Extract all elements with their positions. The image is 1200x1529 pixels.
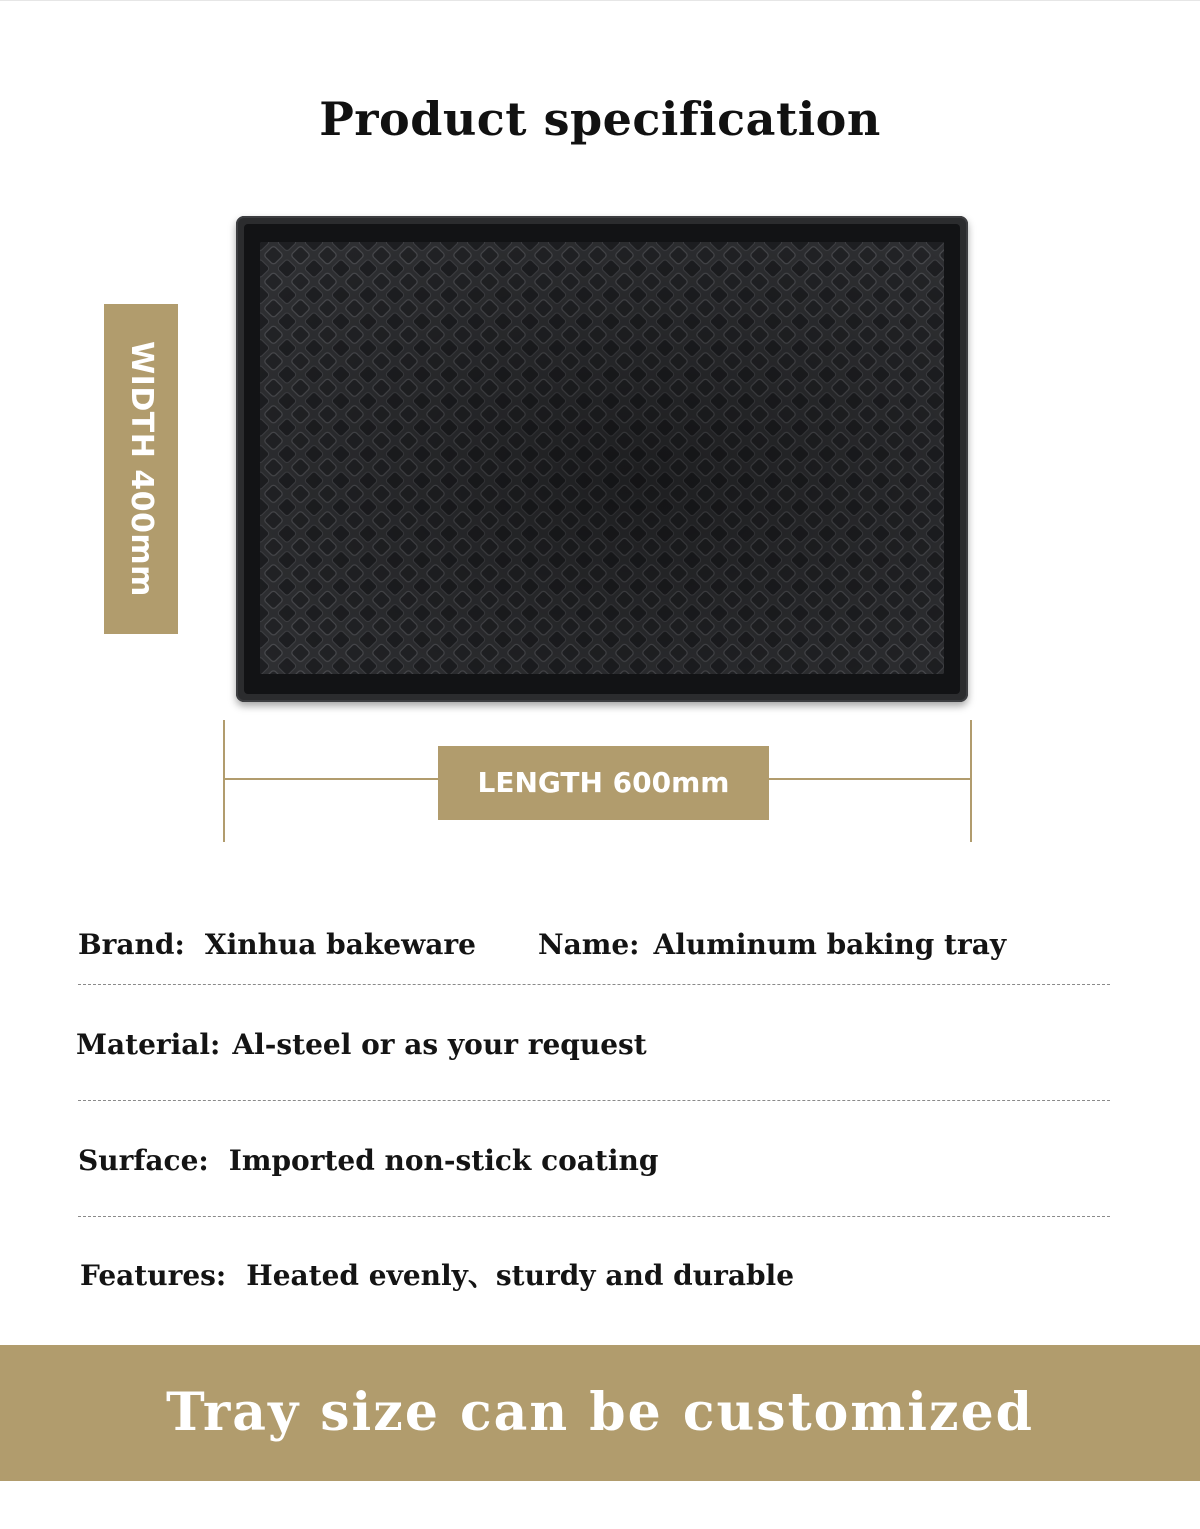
page-title: Product specification bbox=[319, 92, 881, 146]
spec-brand bbox=[78, 928, 476, 961]
tray-textured-surface bbox=[260, 242, 944, 674]
divider bbox=[78, 1100, 1110, 1101]
customization-banner bbox=[0, 1345, 1200, 1481]
width-dimension-tag bbox=[104, 304, 178, 634]
spec-material bbox=[76, 1028, 647, 1061]
divider bbox=[78, 984, 1110, 985]
surface-label: Surface: bbox=[78, 1144, 209, 1177]
divider bbox=[78, 1216, 1110, 1217]
spec-surface bbox=[78, 1144, 658, 1177]
spec-features bbox=[80, 1254, 794, 1294]
material-label: Material: bbox=[76, 1028, 221, 1061]
brand-value: Xinhua bakeware bbox=[204, 928, 476, 961]
length-left-tick bbox=[223, 720, 225, 842]
name-value: Aluminum baking tray bbox=[653, 928, 1007, 961]
top-divider bbox=[0, 0, 1200, 1]
banner-text: Tray size can be customized bbox=[165, 1382, 1035, 1443]
material-value: Al-steel or as your request bbox=[232, 1028, 647, 1061]
tray-rim bbox=[244, 224, 960, 694]
baking-tray-image bbox=[236, 216, 968, 702]
surface-value: Imported non-stick coating bbox=[228, 1144, 659, 1177]
width-label: WIDTH 400mm bbox=[124, 341, 159, 597]
spec-name bbox=[538, 928, 1006, 961]
brand-label: Brand: bbox=[78, 928, 185, 961]
features-label: Features: bbox=[80, 1259, 227, 1292]
length-label: LENGTH 600mm bbox=[438, 746, 769, 820]
length-right-tick bbox=[970, 720, 972, 842]
features-value: Heated evenly、sturdy and durable bbox=[246, 1259, 795, 1292]
name-label: Name: bbox=[538, 928, 640, 961]
